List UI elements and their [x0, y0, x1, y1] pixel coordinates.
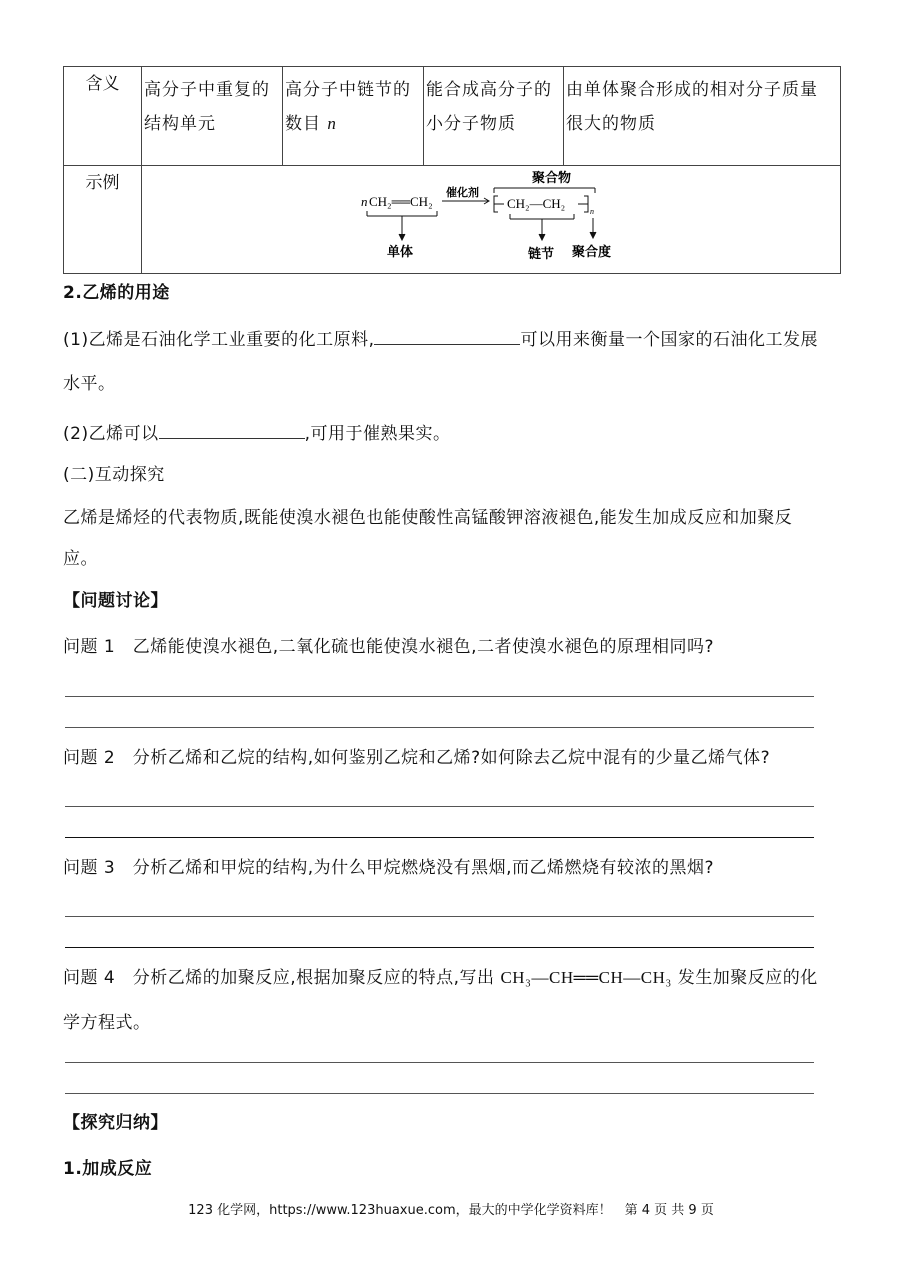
answer-line[interactable]: [65, 696, 814, 697]
monomer-pointer-head: [399, 234, 405, 240]
answer-blank[interactable]: [374, 324, 520, 345]
cell-line: 能合成高分子的: [426, 80, 552, 100]
row-label-meaning: 含义: [64, 67, 142, 166]
cell-line: 由单体聚合形成的相对分子质量: [566, 80, 818, 100]
intro-paragraph-line-2: 应。: [63, 549, 98, 569]
label-polymer: 聚合物: [532, 171, 572, 186]
answer-line[interactable]: [65, 806, 814, 807]
question-1: 问题 1 乙烯能使溴水褪色,二氧化硫也能使溴水褪色,二者使溴水褪色的原理相同吗?: [63, 637, 715, 657]
question-4-text-cont: 发生加聚反应的化: [671, 968, 818, 988]
coefficient-n: n: [361, 194, 368, 209]
question-4-text: 问题 4 分析乙烯的加聚反应,根据加聚反应的特点,写出: [63, 968, 501, 988]
degree-pointer-head: [590, 232, 596, 238]
summary-header: 【探究归纳】: [63, 1113, 168, 1133]
cell-line: 很大的物质: [566, 114, 656, 134]
label-monomer: 单体: [387, 245, 414, 260]
definition-table: [63, 66, 841, 274]
answer-line[interactable]: [65, 947, 814, 948]
question-3: 问题 3 分析乙烯和甲烷的结构,为什么甲烷燃烧没有黑烟,而乙烯燃烧有较浓的黑烟?: [63, 858, 715, 878]
answer-line[interactable]: [65, 1062, 814, 1063]
answer-blank[interactable]: [159, 418, 305, 439]
cell-line: 小分子物质: [426, 114, 516, 134]
example-cell: [142, 166, 841, 274]
use-1-text-cont: 可以用来衡量一个国家的石油化工发展: [520, 330, 818, 350]
use-1-text: (1)乙烯是石油化学工业重要的化工原料,: [63, 330, 375, 350]
table-row: [64, 67, 841, 166]
italic-n: n: [327, 114, 337, 133]
answer-line[interactable]: [65, 1093, 814, 1094]
use-2-line: [63, 418, 451, 449]
answer-line[interactable]: [65, 916, 814, 917]
table-cell: [564, 67, 841, 166]
cell-line: 结构单元: [144, 114, 216, 134]
intro-paragraph-line-1: 乙烯是烯烃的代表物质,既能使溴水褪色也能使酸性高锰酸钾溶液褪色,能发生加成反应和加聚反: [63, 508, 793, 528]
table-cell: [424, 67, 564, 166]
table-cell: [142, 67, 283, 166]
table-cell: [283, 67, 424, 166]
label-chain: 链节: [528, 247, 555, 262]
product-unit: CH₂—CH₂: [507, 196, 566, 211]
question-4-line-2: 学方程式。: [63, 1013, 151, 1033]
use-1-line: [63, 324, 818, 355]
polymerization-diagram: [142, 166, 841, 272]
question-4: [63, 963, 818, 993]
use-2-text-cont: ,可用于催熟果实。: [304, 424, 451, 444]
chain-pointer-head: [539, 234, 545, 240]
table-row: [64, 166, 841, 274]
label-degree: 聚合度: [572, 245, 612, 260]
use-1-line-2: 水平。: [63, 374, 116, 394]
cell-line: 高分子中重复的: [144, 80, 270, 100]
reactant-formula: CH₂══CH₂: [369, 194, 433, 209]
question-4-formula: CH₃—CH══CH—CH₃: [500, 968, 672, 987]
answer-line[interactable]: [65, 837, 814, 838]
row-label-example: 示例: [64, 166, 142, 274]
cell-line: 数目 n: [285, 114, 337, 134]
use-2-text: (2)乙烯可以: [63, 424, 159, 444]
discussion-header: 【问题讨论】: [63, 591, 168, 611]
question-2: 问题 2 分析乙烯和乙烷的结构,如何鉴别乙烷和乙烯?如何除去乙烷中混有的少量乙烯气体?: [63, 748, 771, 768]
summary-item-1: 1.加成反应: [63, 1159, 153, 1179]
catalyst-label: 催化剂: [446, 186, 479, 199]
subsection-title: (二)互动探究: [63, 465, 165, 485]
degree-n: n: [590, 207, 594, 216]
cell-line: 高分子中链节的: [285, 80, 411, 100]
answer-line[interactable]: [65, 727, 814, 728]
page-footer: 123 化学网，https://www.123huaxue.com，最大的中学化学资料库！ 第 4 页 共 9 页: [188, 1203, 714, 1218]
section-title-uses: 2.乙烯的用途: [63, 283, 170, 303]
